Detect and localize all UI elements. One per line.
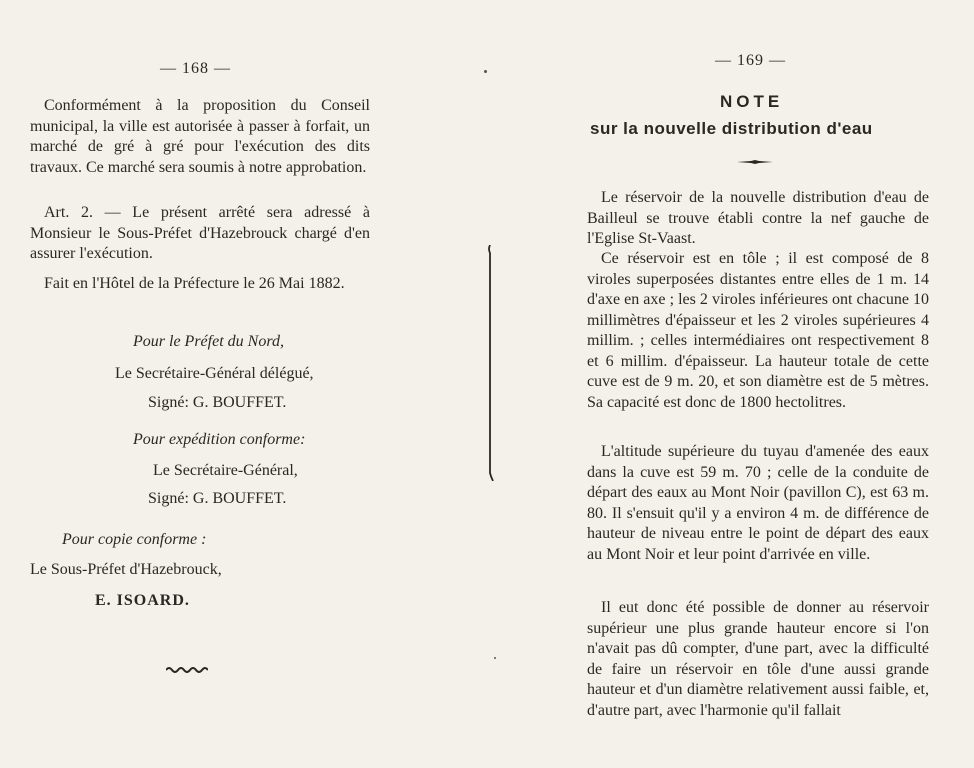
paragraph-conseil: Conformément à la proposition du Conseil municipal, la ville est autorisée à passer à forfait, un marché de gré à gré pour l'exécution des dits travaux. Ce marché sera soumis à notre approbation. (30, 97, 370, 176)
signature-name-isoard: E. ISOARD. (95, 592, 190, 609)
paragraph-composition: Ce réservoir est en tôle ; il est composé de 8 viroles superposées distantes entre elles de 1 m. 14 d'axe en axe ; les 2 viroles inférieures ont chacune 10 millimètres d'épaisseur et les 2 viroles supérieures 4 millim. ; celles intermédiaires ont respectivement 8 et 6 millim. d'épaisseur. La hauteur totale de cette cuve est de 9 m. 20, et son diamètre est de 5 mètres. Sa capacité est donc de 1800 hectolitres. (587, 250, 929, 411)
signature-title-delegue: Le Secrétaire-Général délégué, (115, 365, 314, 382)
margin-mark-line (487, 245, 495, 481)
signature-signed-1: Signé: G. BOUFFET. (148, 394, 287, 411)
page-number: — 169 — (715, 52, 786, 69)
paragraph-altitude: L'altitude supérieure du tuyau d'amenée des eaux dans la cuve est 59 m. 70 ; celle de la conduite de départ des eaux au Mont Noir (pavillon C), est 63 m. 80. Il s'ensuit qu'il y a environ 4 m. de différence de hauteur de niveau entre le point de départ des eaux au Mont Noir et leur point d'arrivée en ville. (587, 443, 929, 563)
paragraph-hauteur: Il eut donc été possible de donner au réservoir supérieur une plus grande hauteur encore si l'on n'avait pas dû compter, d'une part, avec la difficulté de faire un réservoir en tôle d'une aussi grande hauteur et d'un diamètre relativement aussi faible, et, d'autre part, avec l'harmonie qu'il fallait (587, 599, 929, 719)
paragraph-fait: Fait en l'Hôtel de la Préfecture le 26 Mai 1882. (44, 275, 345, 292)
note-title: NOTE (720, 92, 784, 111)
paragraph-reservoir: Le réservoir de la nouvelle distribution d'eau de Bailleul se trouve établi contre la nef gauche de l'Eglise St-Vaast. (587, 189, 929, 247)
signature-title-sous-prefet: Le Sous-Préfet d'Hazebrouck, (30, 561, 222, 578)
paragraph-article-2: Art. 2. — Le présent arrêté sera adressé à Monsieur le Sous-Préfet d'Hazebrouck chargé d'en assurer l'exécution. (30, 204, 370, 262)
signature-title-general: Le Secrétaire-Général, (153, 462, 298, 479)
page-number: — 168 — (160, 60, 231, 77)
signature-heading-prefet: Pour le Préfet du Nord, (133, 333, 284, 350)
right-page (487, 0, 974, 768)
ornament-separator (737, 158, 773, 166)
wavy-separator (166, 666, 208, 674)
signature-heading-copie: Pour copie conforme : (62, 531, 207, 548)
signature-signed-2: Signé: G. BOUFFET. (148, 490, 287, 507)
note-subtitle: sur la nouvelle distribution d'eau (590, 119, 873, 138)
signature-heading-expedition: Pour expédition conforme: (133, 431, 306, 448)
